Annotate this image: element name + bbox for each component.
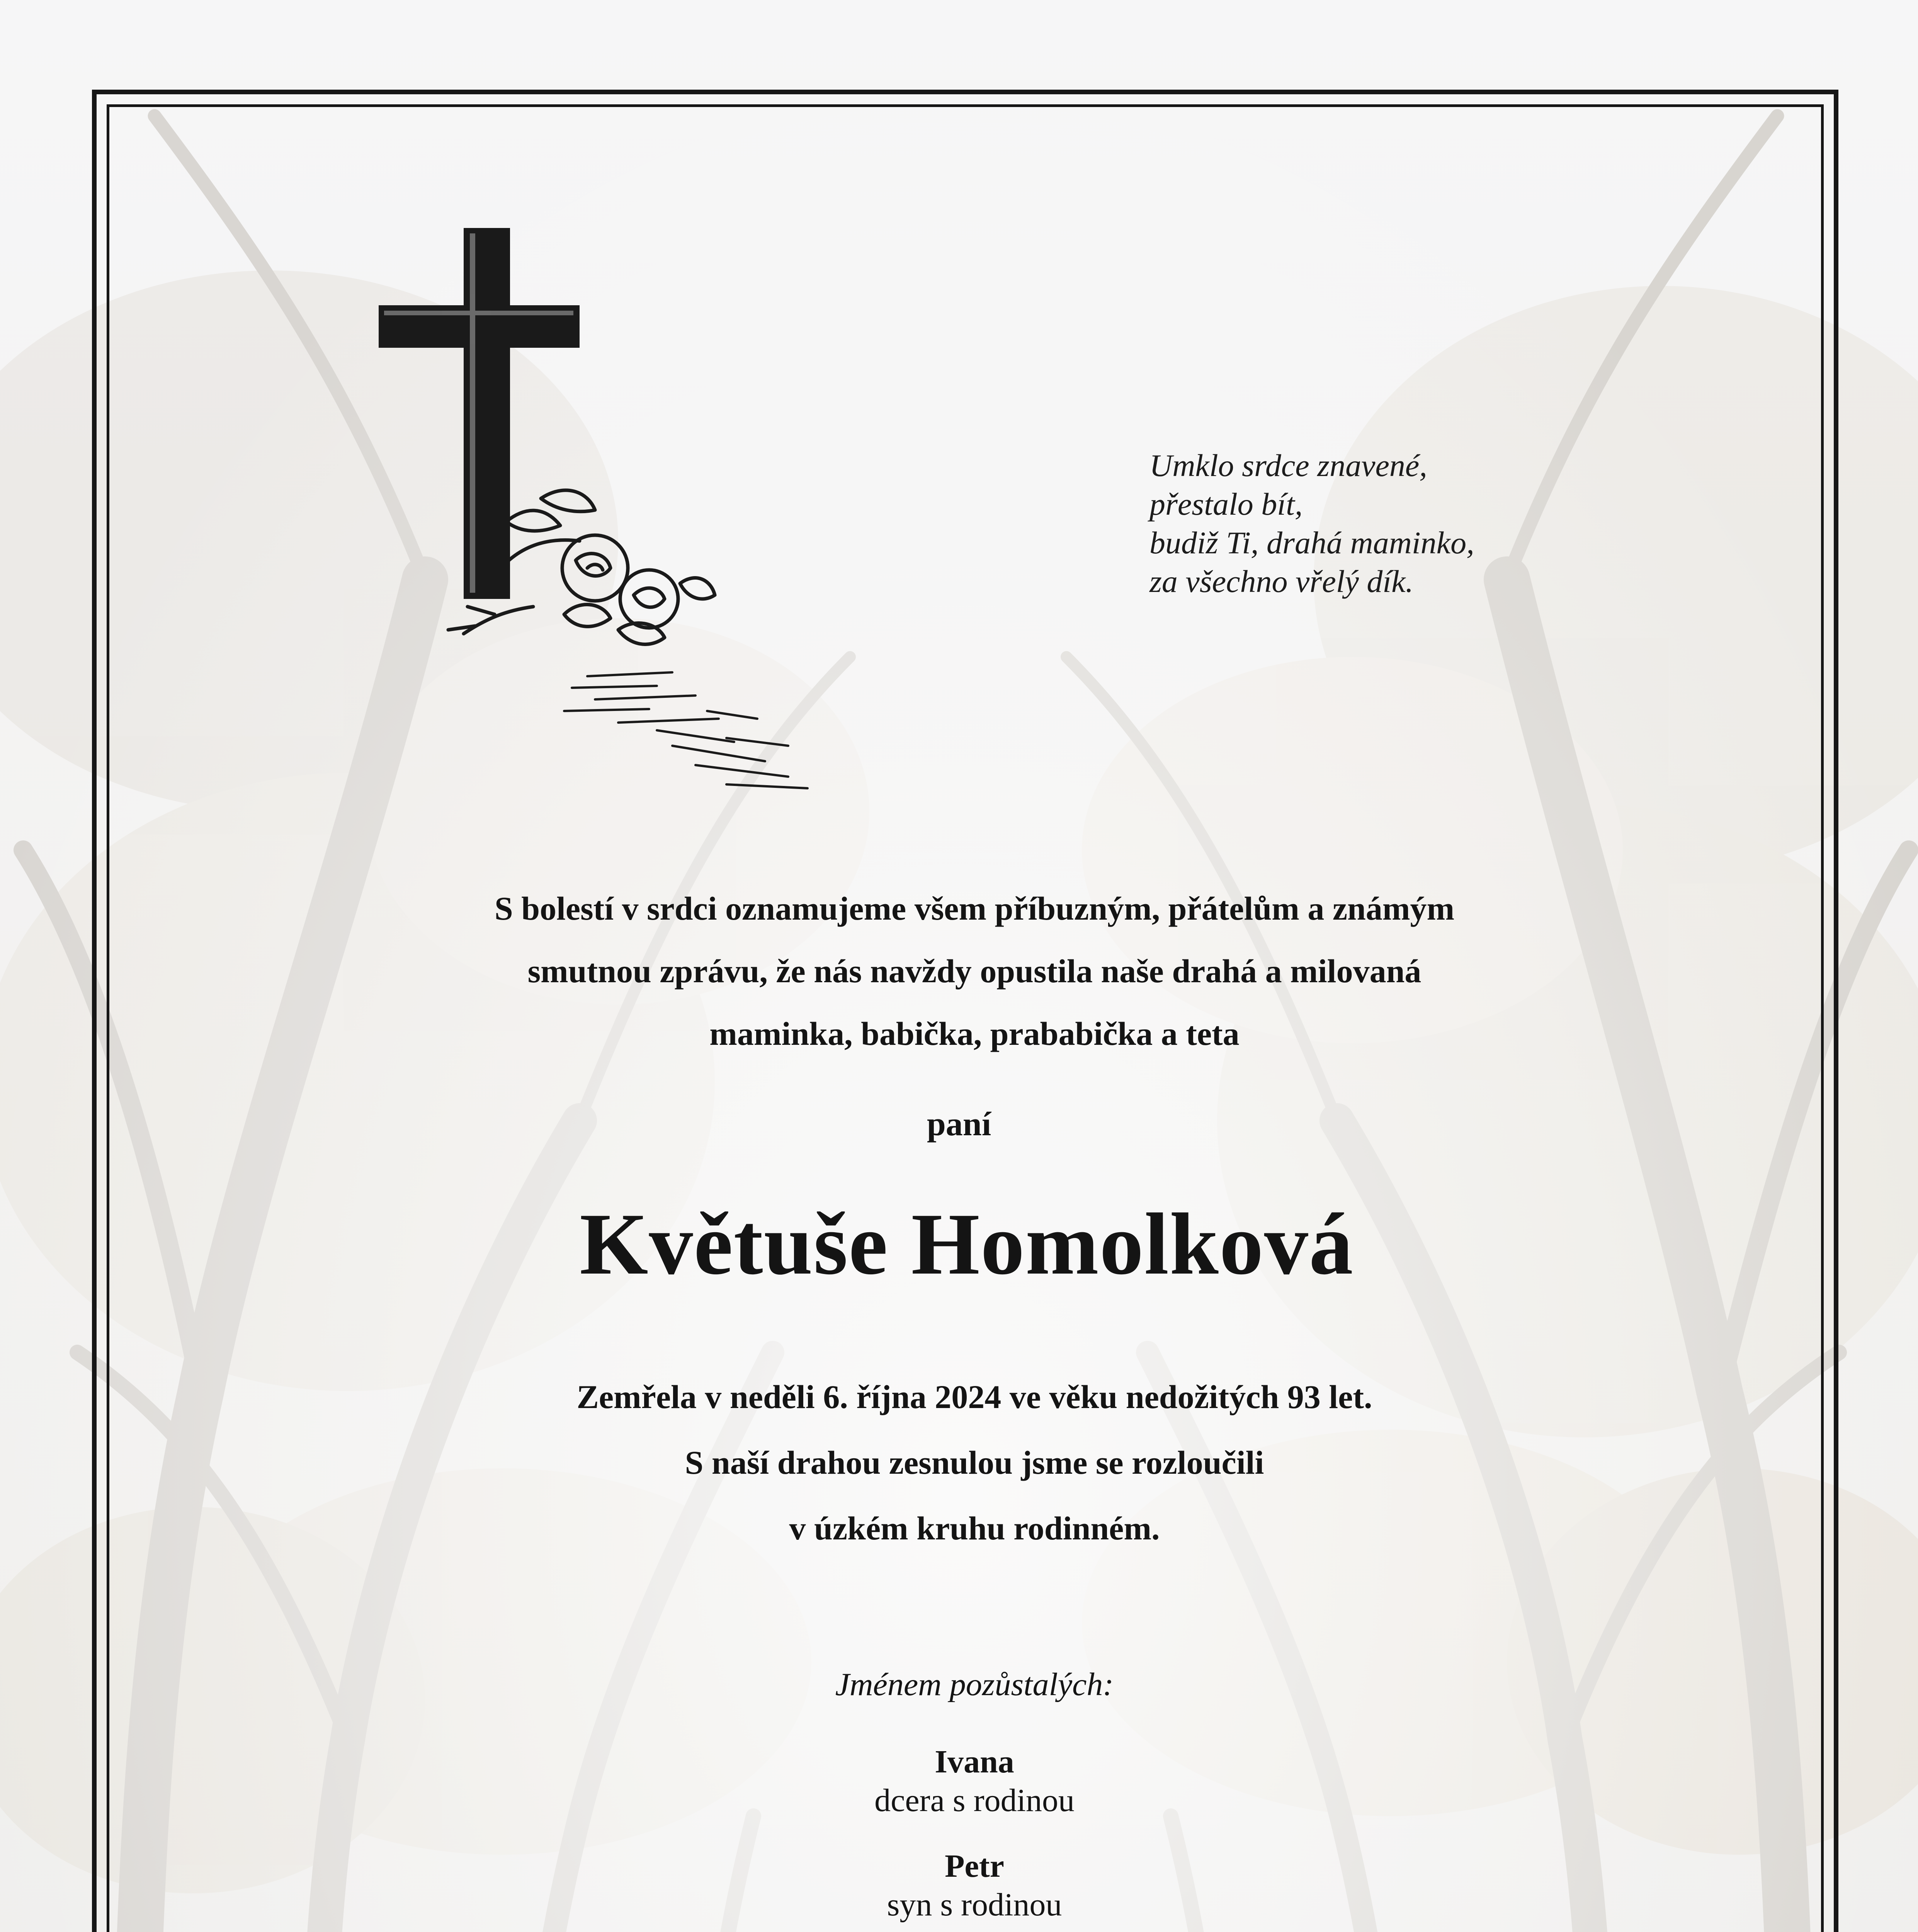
announcement-line: S bolestí v srdci oznamujeme všem příbuzným, přátelům a známým bbox=[494, 890, 1455, 927]
death-notice-line: v úzkém kruhu rodinném. bbox=[789, 1510, 1160, 1547]
death-notice bbox=[15, 1364, 1918, 1561]
poem-line: Umklo srdce znavené, bbox=[1149, 448, 1427, 483]
mourner-role: dcera s rodinou bbox=[874, 1782, 1075, 1818]
poem-line: budiž Ti, drahá maminko, bbox=[1149, 525, 1474, 560]
announcement bbox=[15, 877, 1918, 1065]
cross-with-roses-icon bbox=[379, 228, 827, 800]
salutation: paní bbox=[927, 1105, 991, 1143]
on-behalf-heading: Jménem pozůstalých: bbox=[835, 1667, 1114, 1702]
mourner bbox=[15, 1847, 1918, 1924]
mourner-name: Ivana bbox=[935, 1744, 1014, 1780]
announcement-line: maminka, babička, prababička a teta bbox=[709, 1015, 1240, 1052]
mourner-name: Petr bbox=[945, 1848, 1004, 1884]
death-notice-line: S naší drahou zesnulou jsme se rozloučili bbox=[685, 1444, 1264, 1481]
deceased-name: Květuše Homolková bbox=[580, 1196, 1354, 1293]
mourner-role: syn s rodinou bbox=[887, 1887, 1062, 1923]
mourner bbox=[15, 1743, 1918, 1820]
announcement-line: smutnou zprávu, že nás navždy opustila naše drahá a milovaná bbox=[527, 952, 1421, 990]
poem-line: přestalo bít, bbox=[1149, 486, 1303, 522]
death-notice-line: Zemřela v neděli 6. října 2024 ve věku nedožitých 93 let. bbox=[576, 1378, 1372, 1415]
poem-line: za všechno vřelý dík. bbox=[1149, 564, 1414, 599]
poem bbox=[1149, 446, 1729, 601]
